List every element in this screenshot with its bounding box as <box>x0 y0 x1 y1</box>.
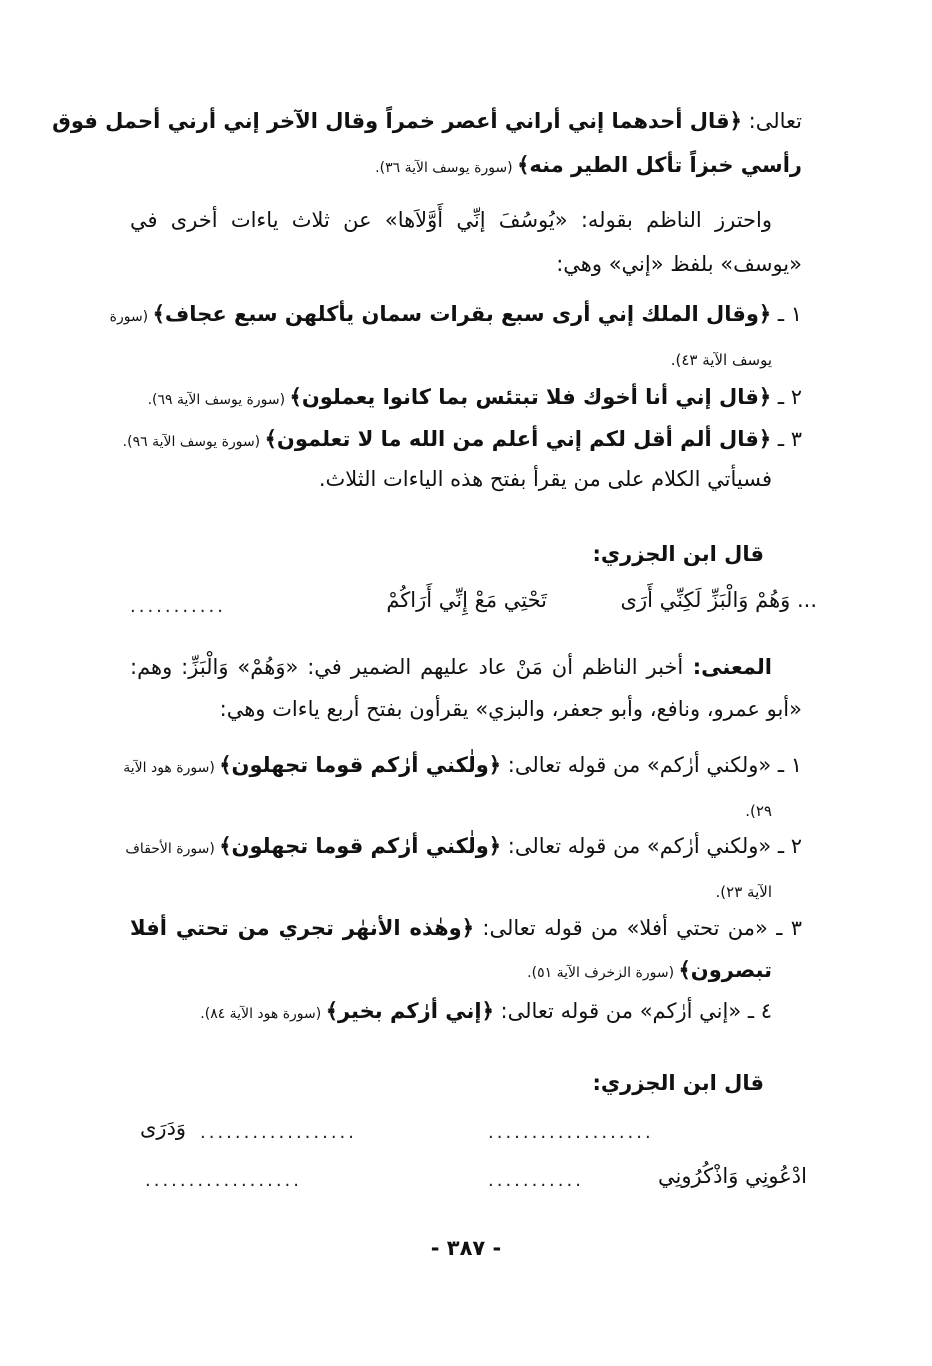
verse-text: ادْعُونِي وَاذْكُرُونِي <box>658 1164 807 1188</box>
text-line-6 <box>130 341 772 377</box>
list-text: ٣ ـ «من تحتي أفلا» من قوله تعالى: <box>474 916 802 940</box>
verse-text: ... وَهُمْ وَالْبَزِّ لَكِنِّي أَرَى <box>620 588 817 612</box>
verse-text: تَحْتِي مَعْ إِنِّي أَرَاكُمْ <box>386 588 547 612</box>
text-line-15 <box>130 873 772 909</box>
text-line-9 <box>130 462 772 496</box>
paragraph-text: «أبو عمرو، ونافع، وأبو جعفر، والبزي» يقرأون بفتح أربع ياءات وهي: <box>219 697 802 721</box>
list-item-1 <box>109 297 802 334</box>
surah-reference: (سورة هود الآية ٨٤). <box>200 1006 326 1022</box>
list-number: ٣ ـ <box>771 427 802 451</box>
paragraph-text: أخبر الناظم أن مَنْ عاد عليهم الضمير في: «وَهُمْ» وَالْبَزِّ: وهم: <box>130 655 684 679</box>
verse-dots <box>130 596 226 617</box>
verse-word <box>140 1116 186 1140</box>
section-heading <box>130 1066 764 1100</box>
list-text: ٢ ـ «ولكني أرٰكم» من قوله تعالى: <box>501 834 802 858</box>
ellipsis-dots: ........... <box>130 596 226 617</box>
text-line-11 <box>130 692 802 726</box>
surah-reference: (سورة الزخرف الآية ٥١). <box>527 965 679 981</box>
list-item-3 <box>122 422 802 459</box>
heading-text: قال ابن الجزري: <box>592 542 764 566</box>
verse-dots <box>488 1170 584 1191</box>
list-text: ٤ ـ «إني أرٰكم» من قوله تعالى: <box>493 999 772 1023</box>
list-text: ١ ـ «ولكني أرٰكم» من قوله تعالى: <box>501 753 802 777</box>
surah-reference: (سورة يوسف الآية ٩٦). <box>122 434 265 450</box>
quran-quote: ﴿قال ألم أقل لكم إني أعلم من الله ما لا تعلمون﴾ <box>264 427 772 451</box>
ellipsis-dots: .................. <box>200 1122 357 1143</box>
page-number-text: - ٣٨٧ - <box>430 1236 502 1260</box>
surah-reference: (سورة يوسف الآية ٦٩). <box>147 392 290 408</box>
quran-quote: تبصرون﴾ <box>678 958 772 982</box>
text-segment: تعالى: <box>741 109 802 133</box>
surah-reference: (سورة يوسف الآية ٣٦). <box>375 160 518 176</box>
list-number: ١ ـ <box>771 302 802 326</box>
surah-reference: ٢٩). <box>745 802 772 820</box>
heading-text: قال ابن الجزري: <box>592 1071 764 1095</box>
paragraph-text: فسيأتي الكلام على من يقرأ بفتح هذه الياءات الثلاث. <box>318 467 772 491</box>
quran-quote: ﴿ولٰكني أرٰكم قوما تجهلون﴾ <box>219 834 502 858</box>
list-item-7 <box>130 994 772 1031</box>
text-line-4 <box>130 247 802 281</box>
text-line-1 <box>52 104 802 138</box>
surah-reference: الآية ٢٣). <box>715 883 772 901</box>
quran-quote: ﴿وقال الملك إني أرى سبع بقرات سمان يأكلهن سبع عجاف﴾ <box>152 302 772 326</box>
quran-quote: ﴿إني أرٰكم بخير﴾ <box>325 999 494 1023</box>
meaning-label: المعنى: <box>683 655 772 679</box>
surah-reference: (سورة الأحقاف <box>125 841 220 857</box>
list-item-6 <box>130 911 802 945</box>
list-item-4 <box>123 748 802 785</box>
quran-quote: ﴿قال إني أنا أخوك فلا تبتئس بما كانوا يعملون﴾ <box>289 385 772 409</box>
paragraph-text: «يوسف» بلفظ «إني» وهي: <box>556 252 802 276</box>
text-line-10 <box>130 650 772 684</box>
verse-right-half <box>621 588 817 612</box>
quran-quote: ﴿قال أحدهما إني أراني أعصر خمراً وقال الآخر إني أرني أحمل فوق <box>52 109 742 133</box>
list-number: ٢ ـ <box>771 385 802 409</box>
verse-dots <box>145 1170 302 1191</box>
verse-dots <box>200 1122 357 1143</box>
paragraph-text: واحترز الناظم بقوله: «يُوسُفَ إنِّي أَوَّلاَها» عن ثلاث ياءات أخرى في <box>130 208 772 232</box>
page-number <box>0 1236 932 1260</box>
verse-text: وَدَرَى <box>140 1116 187 1140</box>
surah-reference: يوسف الآية ٤٣). <box>670 351 772 369</box>
ellipsis-dots: .................. <box>145 1170 302 1191</box>
list-item-2 <box>130 380 802 417</box>
ellipsis-dots: ................... <box>488 1122 654 1143</box>
quran-quote: ﴿ولٰكني أرٰكم قوما تجهلون﴾ <box>219 753 502 777</box>
surah-reference: (سورة <box>109 309 153 325</box>
quran-quote: ﴿وهٰذه الأنهٰر تجري من تحتي أفلا <box>130 916 475 940</box>
quran-quote: رأسي خبزاً تأكل الطير منه﴾ <box>517 153 802 177</box>
verse-word <box>658 1164 807 1188</box>
text-line-3 <box>130 203 772 237</box>
surah-reference: (سورة هود الآية <box>123 760 220 776</box>
text-line-2 <box>130 148 802 185</box>
verse-left-half <box>386 588 547 612</box>
text-line-13 <box>130 792 772 828</box>
section-heading <box>130 537 764 571</box>
list-item-5 <box>125 829 802 866</box>
text-line-17 <box>130 953 772 990</box>
verse-dots <box>488 1122 654 1143</box>
ellipsis-dots: ........... <box>488 1170 584 1191</box>
